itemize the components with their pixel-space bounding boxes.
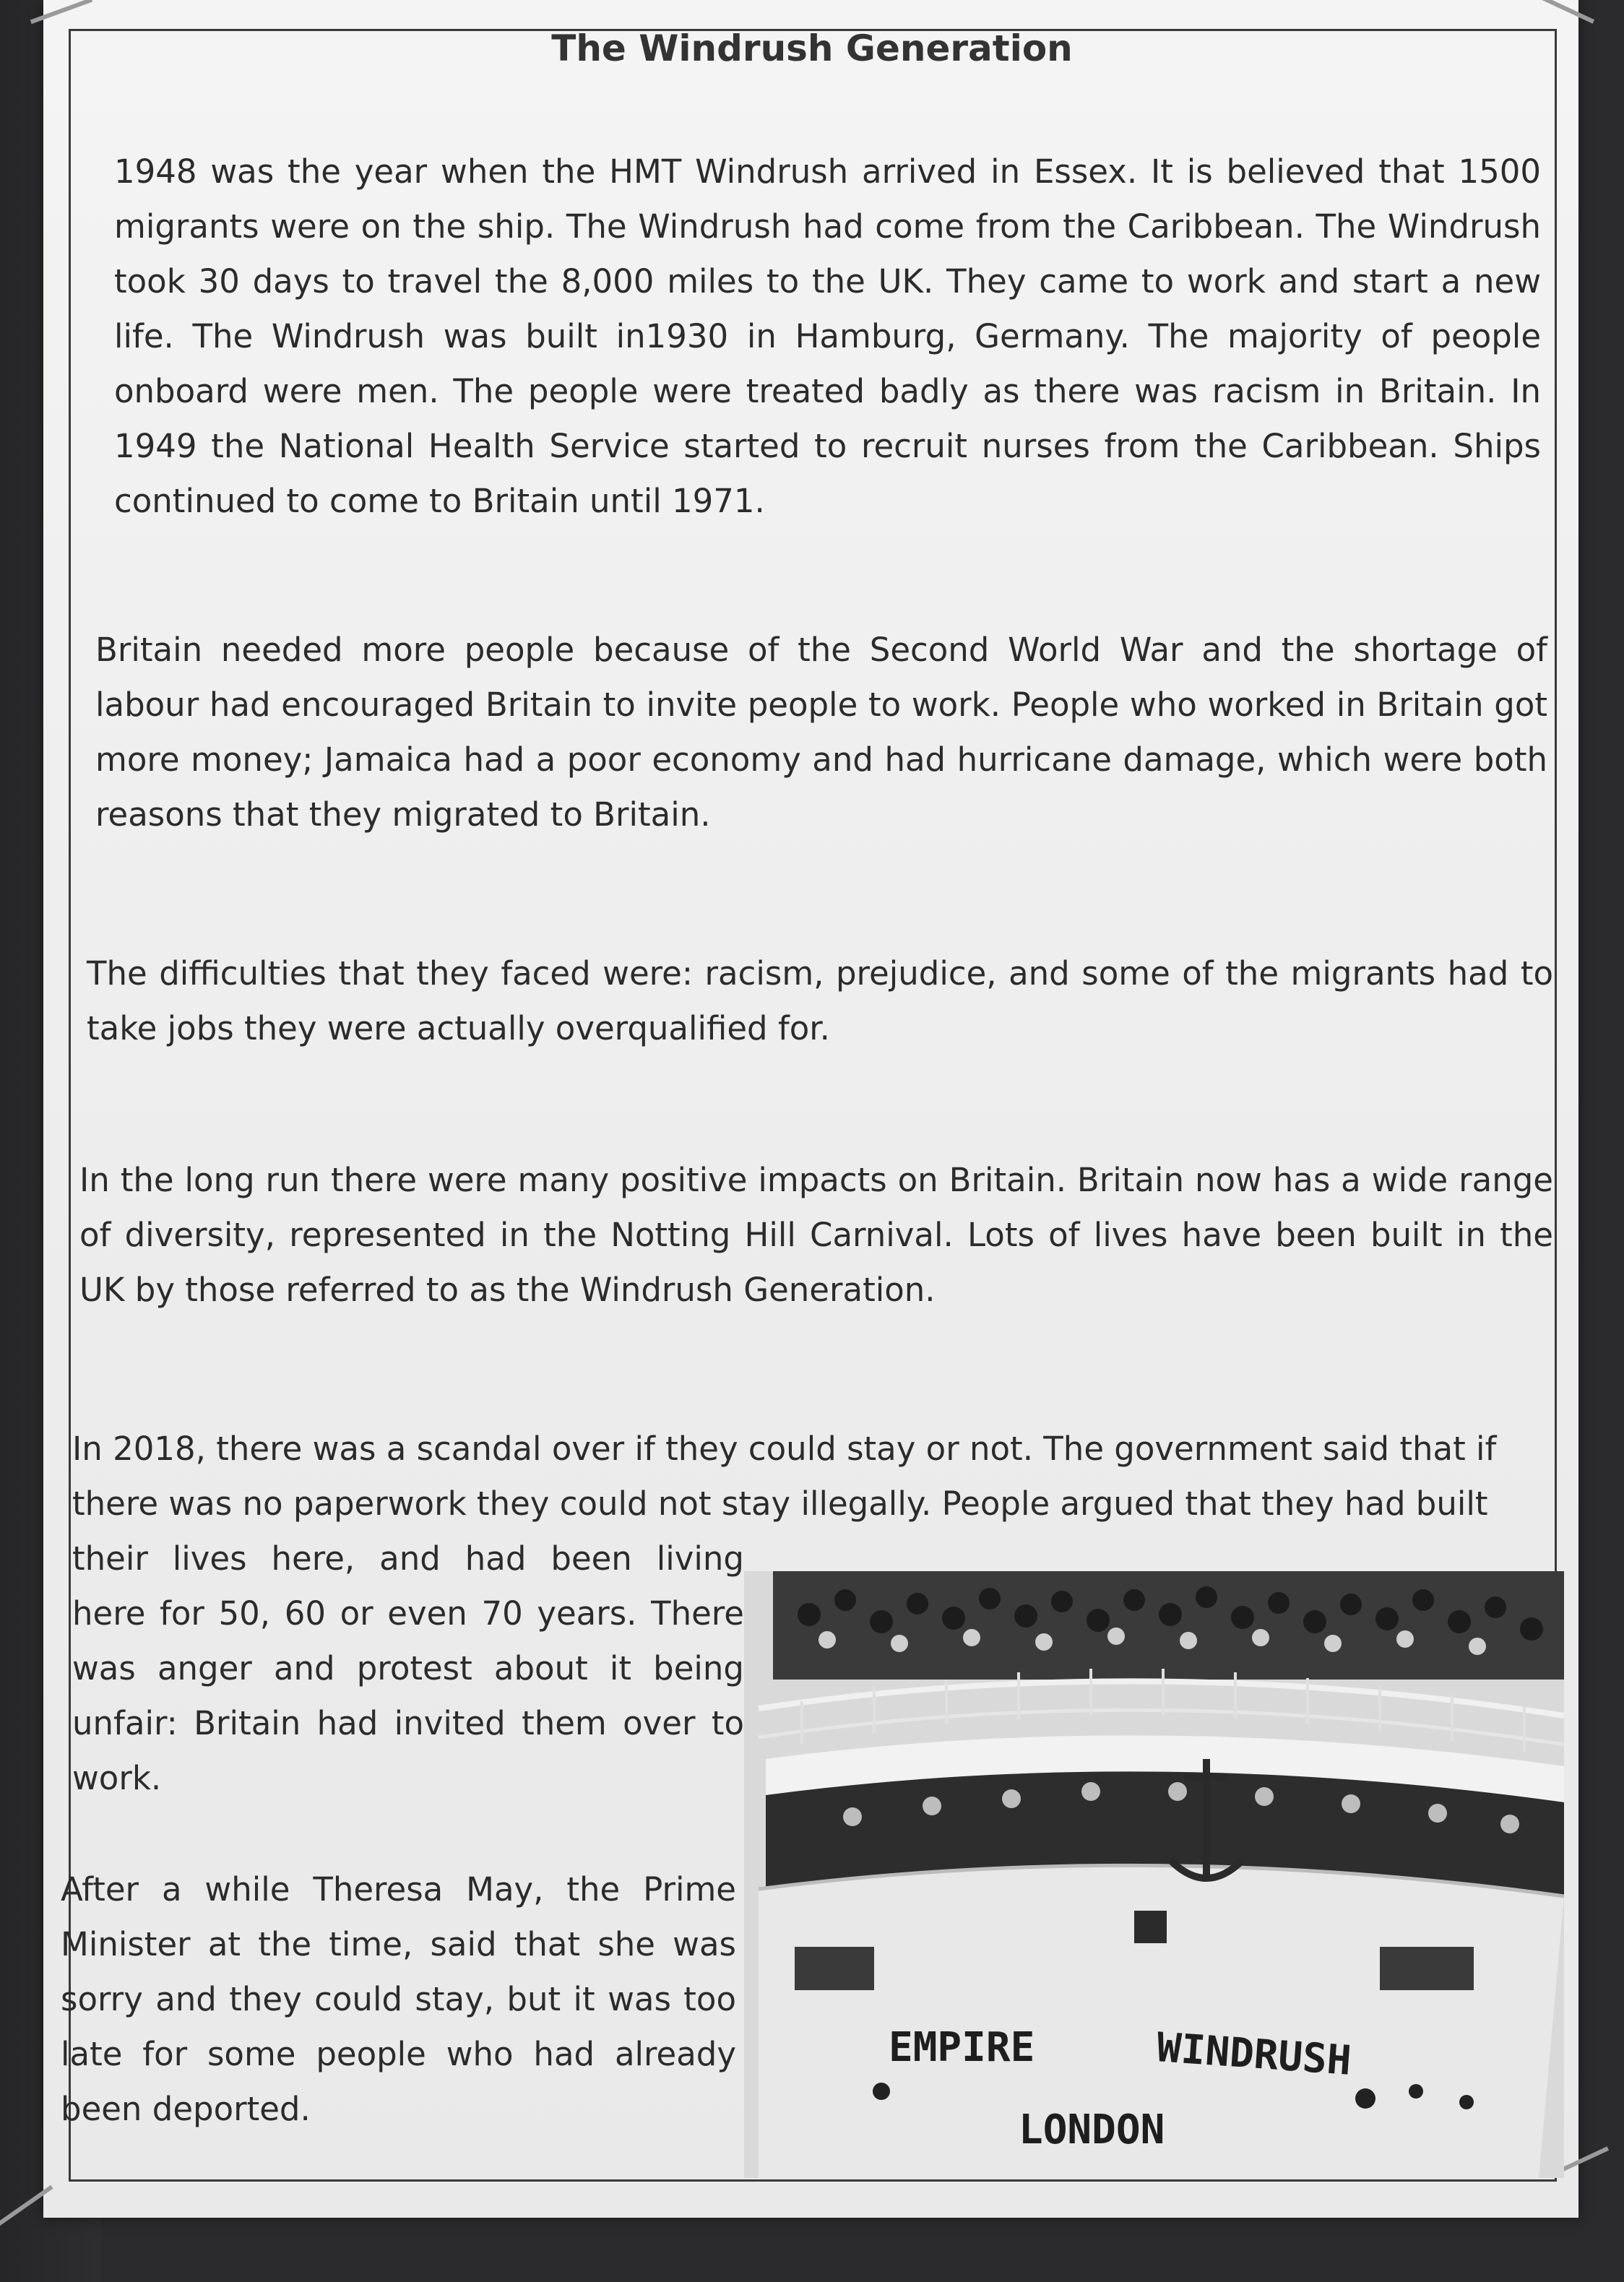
page-title: The Windrush Generation — [551, 27, 1073, 69]
paragraph-difficulties: The difficulties that they faced were: racism, prejudice, and some of the migrants had to take jobs they were actually overqualified for. — [87, 954, 1553, 1047]
scandal-line: work. — [72, 1759, 162, 1797]
scandal-line: was anger and protest about it being — [72, 1649, 744, 1687]
paragraph-apology — [61, 1862, 736, 2137]
apology-line: After a while Theresa May, the Prime — [61, 1870, 736, 1909]
scandal-line: In 2018, there was a scandal over if they could stay or not. The government said that if — [72, 1430, 1497, 1468]
paragraph-positive-impacts: In the long run there were many positive impacts on Britain. Britain now has a wide range of diversity, represented in the Notting Hill Carnival. Lots of lives have been built in the UK by those referred to as the Windrush Generation. — [79, 1161, 1553, 1309]
apology-line: Minister at the time, said that she was — [61, 1925, 736, 1963]
scandal-line: there was no paperwork they could not stay illegally. People argued that they had built — [72, 1484, 1488, 1523]
apology-line: been deported. — [61, 2090, 311, 2128]
apology-line: late for some people who had already — [61, 2035, 736, 2073]
hull-text-london: LONDON — [1019, 2106, 1165, 2153]
apology-line: sorry and they could stay, but it was too — [61, 1980, 736, 2018]
paragraph-reasons: Britain needed more people because of the Second World War and the shortage of labour had encouraged Britain to invite people to work. People who worked in Britain got more money; Jamaica had a poor economy and had hurricane damage, which were both reasons that they migrated to Britain. — [95, 631, 1547, 834]
scandal-line: unfair: Britain had invited them over to — [72, 1704, 744, 1742]
scandal-line: their lives here, and had been living — [72, 1539, 744, 1578]
hull-text-windrush: WINDRUSH — [1155, 2024, 1353, 2085]
paragraph-arrival: 1948 was the year when the HMT Windrush arrived in Essex. It is believed that 1500 migrants were on the ship. The Windrush had come from the Caribbean. The Windrush took 30 days to travel the 8,000 miles to the UK. They came to work and start a new life. The Windrush was built in1930 in Hamburg, Germany. The majority of people onboard were men. The people were treated badly as there was racism in Britain. In 1949 the National Health Service started to recruit nurses from the Caribbean. Ships continued to come to Britain until 1971. — [114, 152, 1541, 520]
hull-text-empire: EMPIRE — [889, 2024, 1035, 2071]
scandal-line: here for 50, 60 or even 70 years. There — [72, 1594, 744, 1633]
windrush-ship-photo — [744, 1571, 1564, 2178]
